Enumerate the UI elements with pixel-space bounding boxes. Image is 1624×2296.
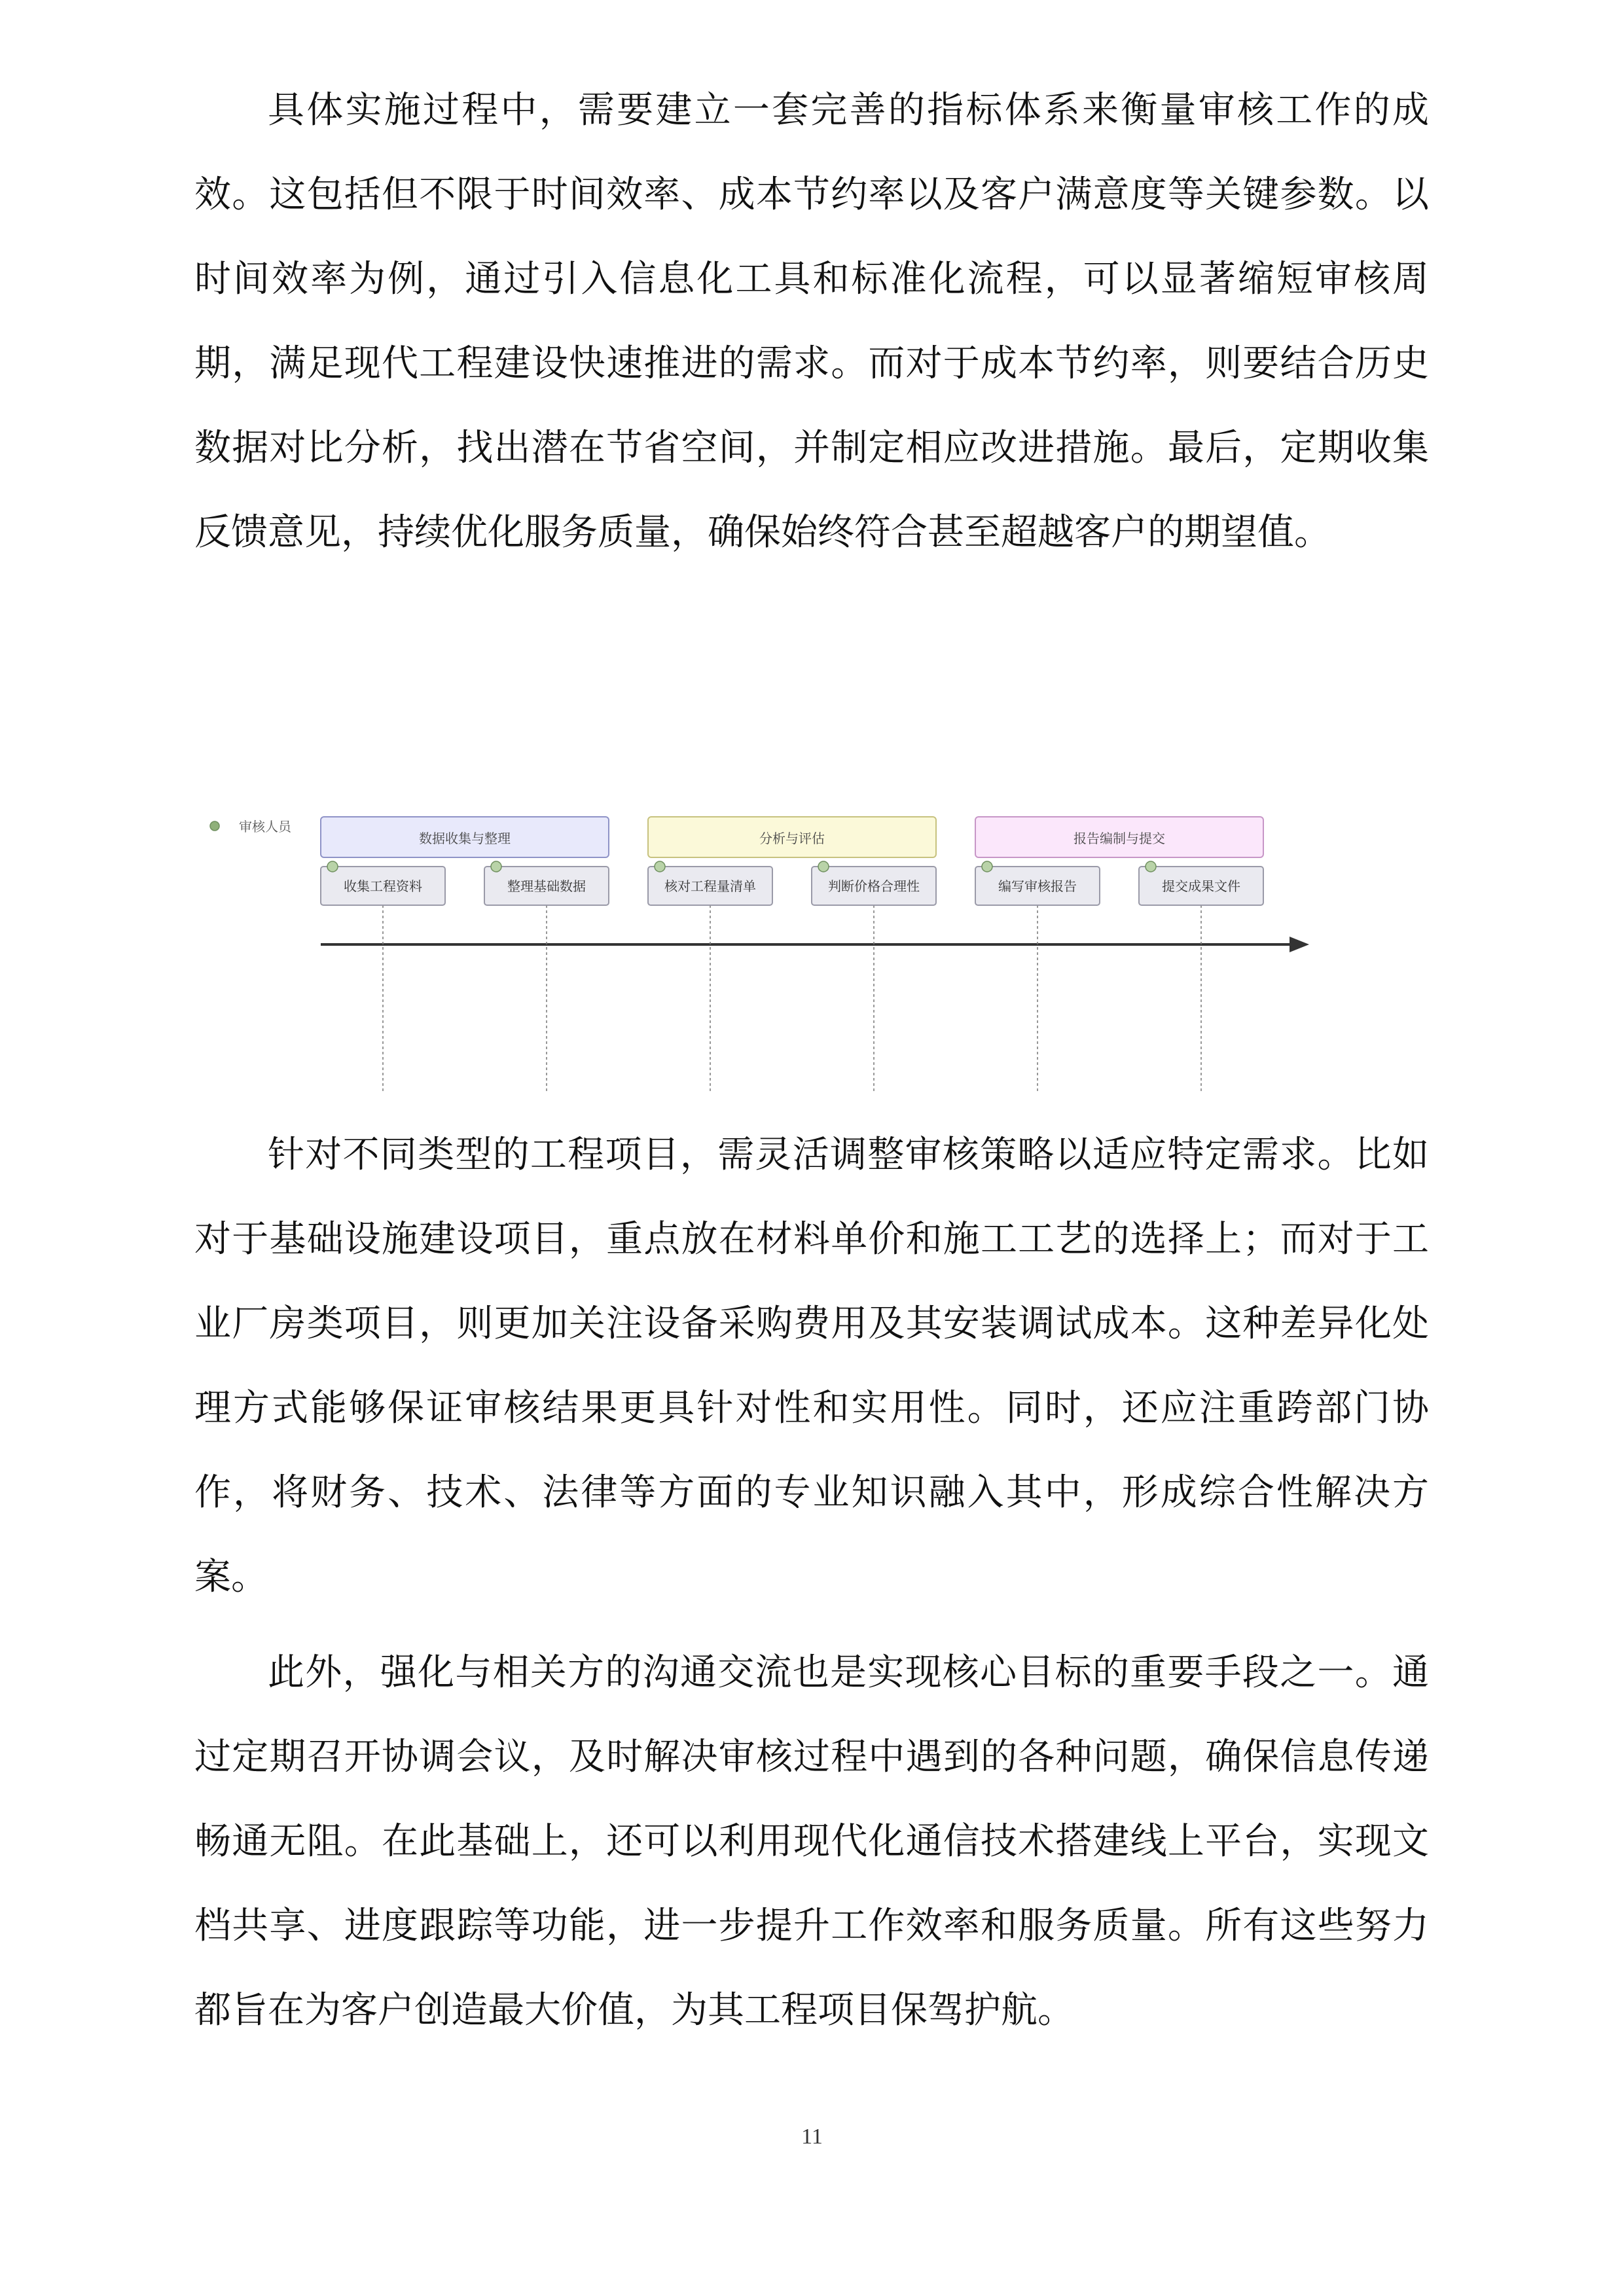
task-label: 收集工程资料 [344, 878, 422, 894]
task-marker-icon [1146, 861, 1156, 872]
timeline-svg [190, 805, 1335, 1119]
task-marker-icon [655, 861, 665, 872]
task-label: 编写审核报告 [998, 878, 1077, 894]
paragraph-communication: 此外，强化与相关方的沟通交流也是实现核心目标的重要手段之一。通过定期召开协调会议，及时解决审核过程中遇到的各种问题，确保信息传递畅通无阻。在此基础上，还可以利用现代化通信技术搭建线上平台，实现文档共享、进度跟踪等功能，进一步提升工作效率和服务质量。所有这些努力都旨在为客户创造最大价值，为其工程项目保驾护航。 [194, 1651, 1429, 2032]
phase-title: 报告编制与提交 [1074, 831, 1165, 846]
task-marker-icon [491, 861, 501, 872]
legend-label: 审核人员 [239, 819, 291, 834]
audit-timeline-diagram [190, 805, 1335, 1119]
paragraph-strategy: 针对不同类型的工程项目，需灵活调整审核策略以适应特定需求。比如对于基础设施建设项目，重点放在材料单价和施工工艺的选择上；而对于工业厂房类项目，则更加关注设备采购费用及其安装调试成本。这种差异化处理方式能够保证审核结果更具针对性和实用性。同时，还应注重跨部门协作，将财务、技术、法律等方面的专业知识融入其中，形成综合性解决方案。 [194, 1134, 1429, 1598]
legend-marker-icon [210, 821, 219, 831]
task-label: 提交成果文件 [1162, 878, 1240, 894]
task-label: 核对工程量清单 [664, 878, 756, 894]
phase-title: 数据收集与整理 [419, 831, 511, 846]
paragraph-indicators: 具体实施过程中，需要建立一套完善的指标体系来衡量审核工作的成效。这包括但不限于时间效率、成本节约率以及客户满意度等关键参数。以时间效率为例，通过引入信息化工具和标准化流程，可以显著缩短审核周期，满足现代工程建设快速推进的需求。而对于成本节约率，则要结合历史数据对比分析，找出潜在节省空间，并制定相应改进措施。最后，定期收集反馈意见，持续优化服务质量，确保始终符合甚至超越客户的期望值。 [194, 89, 1429, 554]
phase-title: 分析与评估 [759, 831, 825, 846]
timeline-arrow-icon [1290, 937, 1309, 952]
task-marker-icon [327, 861, 338, 872]
task-marker-icon [818, 861, 829, 872]
task-label: 整理基础数据 [507, 878, 586, 894]
task-marker-icon [982, 861, 992, 872]
page-number: 11 [801, 2125, 823, 2149]
task-label: 判断价格合理性 [828, 878, 920, 894]
